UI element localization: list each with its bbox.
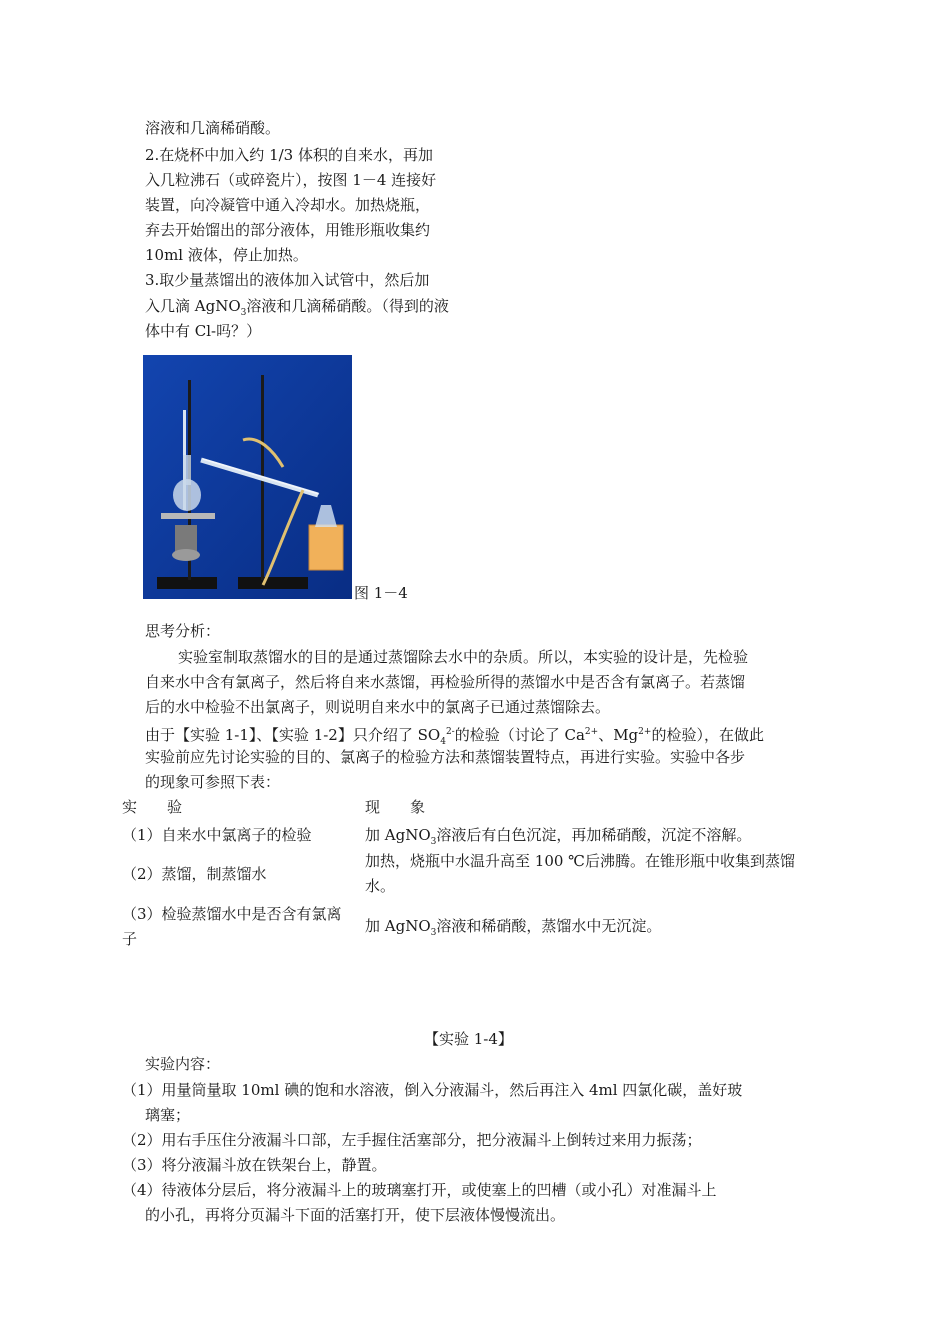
text-segment: 、Mg <box>598 726 639 744</box>
table-cell-phenomenon <box>365 825 751 852</box>
subscript: 3 <box>430 837 437 847</box>
text-line: 体中有 Cl-吗？） <box>145 322 262 340</box>
text-segment: 溶液和稀硝酸，蒸馏水中无沉淀。 <box>436 917 662 935</box>
figure-caption: 图 1－4 <box>354 584 408 602</box>
table-cell-phenomenon <box>365 916 661 943</box>
table-header-experiment: 实 验 <box>122 798 183 816</box>
distillation-apparatus-photo <box>143 355 352 599</box>
table-cell-experiment: （1）自来水中氯离子的检验 <box>122 826 312 844</box>
table-cell-experiment: （3）检验蒸馏水中是否含有氯离 <box>122 905 342 923</box>
section-heading: 实验内容： <box>145 1055 221 1073</box>
subscript: 3 <box>430 928 437 938</box>
subscript: 3 <box>240 308 247 318</box>
text-line: （1）用量筒量取 10ml 碘的饱和水溶液，倒入分液漏斗，然后再注入 4ml 四氯化碳，盖好玻 <box>122 1081 743 1099</box>
text-line: 的现象可参照下表： <box>145 773 281 791</box>
text-line: 弃去开始馏出的部分液体，用锥形瓶收集约 <box>145 221 431 239</box>
text-line: （4）待液体分层后，将分液漏斗上的玻璃塞打开，或使塞上的凹槽（或小孔）对准漏斗上 <box>122 1181 717 1199</box>
superscript: 2- <box>445 727 455 737</box>
text-line: 溶液和几滴稀硝酸。 <box>145 119 281 137</box>
text-segment: 的检验），在做此 <box>651 726 764 744</box>
text-line: 的小孔，再将分页漏斗下面的活塞打开，使下层液体慢慢流出。 <box>145 1206 566 1224</box>
text-line: （2）用右手压住分液漏斗口部，左手握住活塞部分，把分液漏斗上倒转过来用力振荡； <box>122 1131 702 1149</box>
text-line: 后的水中检验不出氯离子，则说明自来水中的氯离子已通过蒸馏除去。 <box>145 698 611 716</box>
text-segment: 加 AgNO <box>365 826 431 844</box>
text-line: 装置，向冷凝管中通入冷却水。加热烧瓶， <box>145 196 431 214</box>
text-line: 自来水中含有氯离子，然后将自来水蒸馏，再检验所得的蒸馏水中是否含有氯离子。若蒸馏 <box>145 673 746 691</box>
text-line: 2.在烧杯中加入约 1/3 体积的自来水，再加 <box>145 146 433 164</box>
text-line: 10ml 液体，停止加热。 <box>145 246 308 264</box>
section-heading: 思考分析： <box>145 622 221 640</box>
superscript: 2+ <box>584 727 599 737</box>
superscript: 2+ <box>638 727 652 737</box>
subscript: 4 <box>440 737 446 747</box>
table-cell-experiment: （2）蒸馏，制蒸馏水 <box>122 865 267 883</box>
text-line: （3）将分液漏斗放在铁架台上，静置。 <box>122 1156 387 1174</box>
text-segment: 溶液后有白色沉淀，再加稀硝酸，沉淀不溶解。 <box>436 826 752 844</box>
table-cell-experiment: 子 <box>122 930 138 948</box>
text-line: 3.取少量蒸馏出的液体加入试管中，然后加 <box>145 271 430 289</box>
text-line: 璃塞； <box>145 1106 191 1124</box>
text-line: 入几粒沸石（或碎瓷片），按图 1－4 连接好 <box>145 171 437 189</box>
text-segment: 加 AgNO <box>365 917 431 935</box>
table-cell-phenomenon: 加热，烧瓶中水温升高至 100 ℃后沸腾。在锥形瓶中收集到蒸馏 <box>365 852 795 870</box>
text-line <box>145 296 449 323</box>
text-segment: 溶液和几滴稀硝酸。（得到的液 <box>246 297 449 315</box>
section-title: 【实验 1-4】 <box>424 1030 513 1048</box>
table-cell-phenomenon: 水。 <box>365 877 396 895</box>
text-line: 实验室制取蒸馏水的目的是通过蒸馏除去水中的杂质。所以，本实验的设计是，先检验 <box>178 648 749 666</box>
text-segment: 入几滴 AgNO <box>145 297 241 315</box>
text-line: 实验前应先讨论实验的目的、氯离子的检验方法和蒸馏装置特点，再进行实验。实验中各步 <box>145 748 746 766</box>
text-segment: 由于【实验 1-1】、【实验 1-2】只介绍了 SO <box>145 726 441 744</box>
table-header-phenomenon: 现 象 <box>365 798 426 816</box>
text-segment: 的检验（讨论了 Ca <box>454 726 585 744</box>
